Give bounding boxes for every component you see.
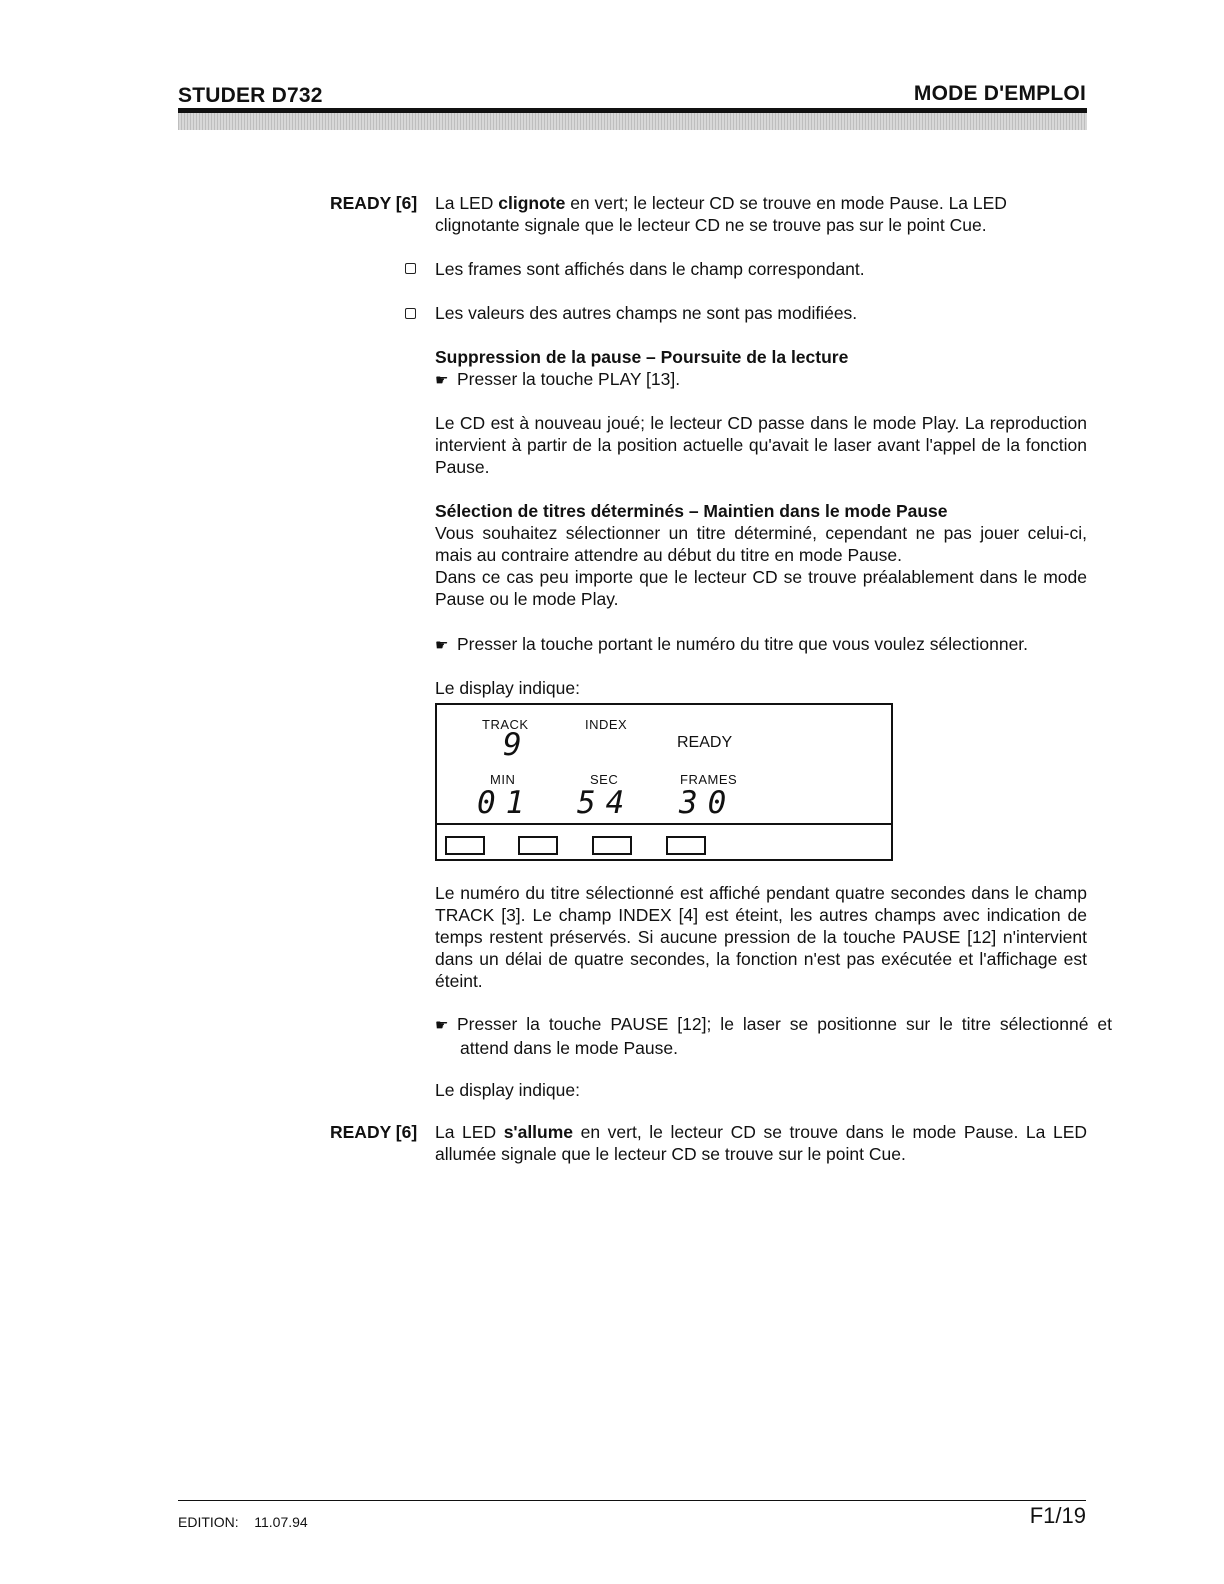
sec-value: 54 [577,785,635,821]
ready-label-2: READY [6] [330,1122,418,1142]
track-label: TRACK [482,717,529,732]
pointing-hand-icon: ☛ [435,637,449,654]
ready-text-1-bold: clignote [498,193,566,213]
ready-text-1 [435,192,1087,236]
edition-label: EDITION: [178,1514,239,1530]
selection-text-1: Vous souhaitez sélectionner un titre déterminé, cependant ne pas jouer celui-ci, mais au contraire attendre au début du titre en mode Pause. [435,523,1087,565]
footer-rule [178,1500,1086,1501]
footer-edition [178,1514,308,1530]
lcd-key-2 [518,836,558,855]
sec-label: SEC [590,772,619,787]
suppression-heading: Suppression de la pause – Poursuite de la lecture [435,347,849,367]
doc-section-title: MODE D'EMPLOI [913,82,1086,105]
lcd-key-3 [592,836,632,855]
min-label: MIN [490,772,516,787]
edition-date: 11.07.94 [254,1514,308,1530]
ready-text-2-bold: s'allume [503,1122,574,1142]
ready-text-2-post: en vert, le lecteur CD se trouve dans le mode Pause. La LED allumée signale que le lecteur CD se trouve sur le point Cue. [435,1122,1087,1164]
selection-step-text: Presser la touche portant le numéro du titre que vous voulez sélectionner. [457,634,1029,654]
ready-text-2-pre: La LED [435,1122,504,1142]
min-value: 01 [477,785,535,821]
pointing-hand-icon: ☛ [435,372,449,389]
page-number: F1/19 [1029,1503,1086,1528]
ready-text-1-post: en vert; le lecteur CD se trouve en mode Pause. La LED clignotante signale que le lecteur CD ne se trouve pas sur le point Cue. [435,193,1007,235]
lcd-divider [437,823,891,825]
display-intro-2: Le display indique: [435,1080,580,1100]
pointing-hand-icon: ☛ [435,1017,449,1034]
checkbox-bullet-icon [405,308,416,319]
selection-text-2: Dans ce cas peu importe que le lecteur CD se trouve préalablement dans le mode Pause ou le mode Play. [435,567,1087,609]
bullet-item-2: Les valeurs des autres champs ne sont pas modifiées. [435,303,858,323]
lcd-display [435,703,893,861]
frames-value: 30 [679,785,737,821]
selection-heading: Sélection de titres déterminés – Maintien dans le mode Pause [435,501,948,521]
lcd-key-1 [445,836,485,855]
frames-label: FRAMES [680,772,738,787]
ready-status: READY [677,734,733,751]
index-label: INDEX [585,717,628,732]
bullet-item-1: Les frames sont affichés dans le champ correspondant. [435,259,865,279]
ready-label-1: READY [6] [330,193,418,213]
ready-text-1-pre: La LED [435,193,499,213]
suppression-text: Le CD est à nouveau joué; le lecteur CD passe dans le mode Play. La reproduction intervient à partir de la position actuelle qu'avait le laser avant l'appel de la fonction Pause. [435,413,1087,477]
after-display-text: Le numéro du titre sélectionné est affiché pendant quatre secondes dans le champ TRACK [3]. Le champ INDEX [4] est éteint, les autres champs avec indication de temps restent préservés. Si aucune pression de la touche PAUSE [12] n'intervient dans un délai de quatre secondes, la fonction n'est pas exécutée et l'affichage est éteint. [435,883,1087,991]
selection-step [435,633,1087,657]
checkbox-bullet-icon [405,263,416,274]
header-band [178,113,1087,130]
selection-step-2 [435,1013,1112,1059]
doc-title: STUDER D732 [178,84,323,107]
selection-step-2-text: Presser la touche PAUSE [12]; le laser se positionne sur le titre sélectionné et attend dans le mode Pause. [457,1014,1112,1058]
lcd-key-4 [666,836,706,855]
suppression-step [435,368,1087,392]
track-value: 9 [503,727,532,763]
ready-text-2 [435,1121,1087,1165]
suppression-step-text: Presser la touche PLAY [13]. [457,369,681,389]
display-intro: Le display indique: [435,678,580,698]
